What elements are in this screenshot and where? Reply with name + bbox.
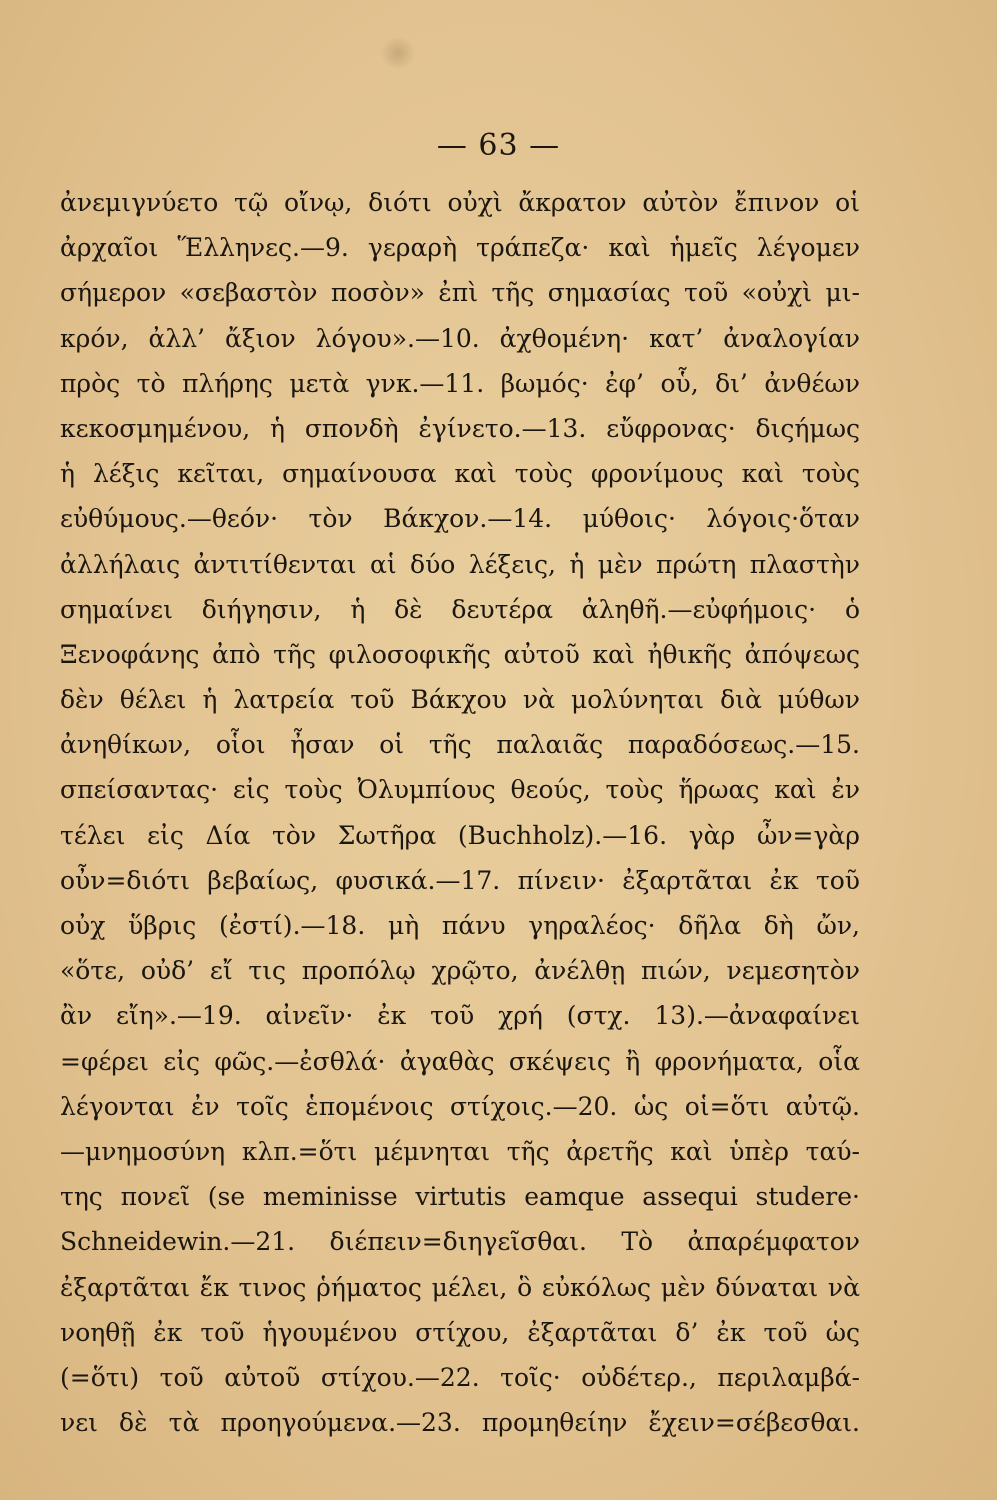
text-line: εὐθύμους.—θεόν· τὸν Βάκχον.—14. μύθοις· λόγοις·ὅταν: [60, 504, 860, 534]
commentary-text: [60, 180, 860, 1445]
text-line: σπείσαντας· εἰς τοὺς Ὀλυμπίους θεούς, τοὺς ἥρωας καὶ ἐν: [60, 775, 860, 805]
paper-stain: [378, 38, 418, 68]
text-line: πρὸς τὸ πλήρης μετὰ γνκ.—11. βωμός· ἐφ’ οὗ, δι’ ἀνθέων: [60, 368, 860, 398]
text-line: «ὅτε, οὐδ’ εἴ τις προπόλῳ χρῷτο, ἀνέλθῃ πιών, νεμεσητὸν: [60, 956, 860, 986]
text-line: Ξενοφάνης ἀπὸ τῆς φιλοσοφικῆς αὐτοῦ καὶ ἠθικῆς ἀπόψεως: [60, 639, 860, 669]
text-line: τέλει εἰς Δία τὸν Σωτῆρα (Buchholz).—16. γὰρ ὦν=γὰρ: [60, 820, 860, 850]
text-line: δὲν θέλει ἡ λατρεία τοῦ Βάκχου νὰ μολύνηται διὰ μύθων: [60, 685, 860, 715]
text-line: (=ὅτι) τοῦ αὐτοῦ στίχου.—22. τοῖς· οὐδέτερ., περιλαμβά-: [60, 1362, 860, 1392]
text-line: σήμερον «σεβαστὸν ποσὸν» ἐπὶ τῆς σημασίας τοῦ «οὐχὶ μι-: [60, 278, 860, 308]
text-line: ἀνεμιγνύετο τῷ οἴνῳ, διότι οὐχὶ ἄκρατον αὐτὸν ἔπινον οἱ: [60, 188, 860, 217]
text-line: κεκοσμημένου, ἡ σπονδὴ ἐγίνετο.—13. εὔφρονας· διςήμως: [60, 413, 860, 443]
text-line: κρόν, ἀλλ’ ἄξιον λόγου».—10. ἀχθομένη· κατ’ ἀναλογίαν: [60, 323, 860, 353]
text-line: ἀλλήλαις ἀντιτίθενται αἱ δύο λέξεις, ἡ μὲν πρώτη πλαστὴν: [60, 549, 860, 579]
page-number: — 63 —: [436, 128, 561, 163]
text-line: =φέρει εἰς φῶς.—ἐσθλά· ἀγαθὰς σκέψεις ἢ φρονήματα, οἷα: [60, 1046, 860, 1076]
text-line: ἀρχαῖοι Ἕλληνες.—9. γεραρὴ τράπεζα· καὶ ἡμεῖς λέγομεν: [60, 233, 860, 263]
text-line: οὐχ ὕβρις (ἐστί).—18. μὴ πάνυ γηραλέος· δῆλα δὴ ὤν,: [60, 911, 860, 940]
text-line: οὖν=διότι βεβαίως, φυσικά.—17. πίνειν· ἐξαρτᾶται ἐκ τοῦ: [60, 865, 860, 895]
text-line: ἀνηθίκων, οἷοι ἦσαν οἱ τῆς παλαιᾶς παραδόσεως.—15.: [60, 730, 860, 760]
text-line: ἡ λέξις κεῖται, σημαίνουσα καὶ τοὺς φρονίμους καὶ τοὺς: [60, 459, 860, 489]
text-line: νει δὲ τὰ προηγούμενα.—23. προμηθείην ἔχειν=σέβεσθαι.: [60, 1408, 860, 1438]
text-line: σημαίνει διήγησιν, ἡ δὲ δευτέρα ἀληθῆ.—εὐφήμοις· ὁ: [60, 594, 860, 624]
text-line: ἂν εἴη».—19. αἰνεῖν· ἐκ τοῦ χρή (στχ. 13).—ἀναφαίνει: [60, 1001, 860, 1031]
text-line: —μνημοσύνη κλπ.=ὅτι μέμνηται τῆς ἀρετῆς καὶ ὑπὲρ ταύ-: [60, 1136, 860, 1166]
text-line: της πονεῖ (se meminisse virtutis eamque assequi studere·: [60, 1182, 860, 1212]
text-line: ἐξαρτᾶται ἔκ τινος ῥήματος μέλει, ὃ εὐκόλως μὲν δύναται νὰ: [60, 1272, 860, 1302]
text-line: νοηθῇ ἐκ τοῦ ἡγουμένου στίχου, ἐξαρτᾶται δ’ ἐκ τοῦ ὡς: [60, 1317, 860, 1347]
text-line: Schneidewin.—21. διέπειν=διηγεῖσθαι. Τὸ ἀπαρέμφατον: [60, 1227, 860, 1257]
text-line: λέγονται ἐν τοῖς ἑπομένοις στίχοις.—20. ὡς οἱ=ὅτι αὐτῷ.: [60, 1091, 860, 1121]
